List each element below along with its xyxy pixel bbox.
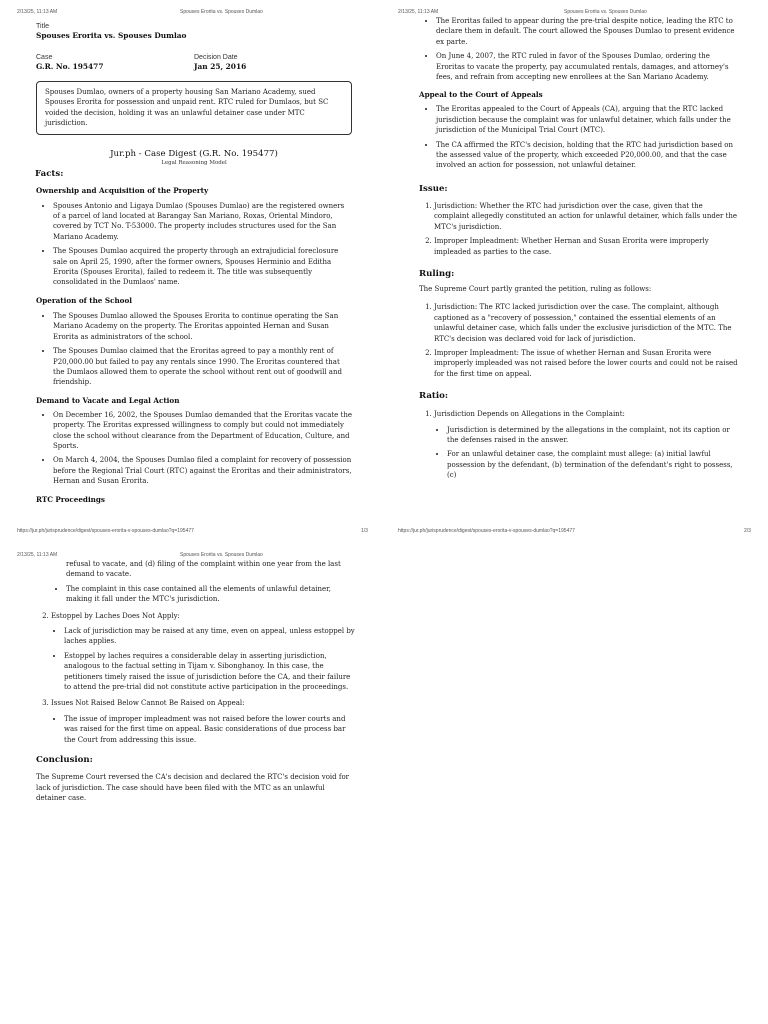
ratio-item-title: Estoppel by Laches Does Not Apply: [51, 611, 180, 620]
operation-list [36, 311, 352, 388]
ratio-list [419, 409, 739, 480]
ratio-bullets [434, 425, 739, 481]
header-doc-title: Spouses Erorita vs. Spouses Dumlao [180, 9, 263, 15]
ratio-cont-bullets [36, 559, 356, 605]
case-meta-row [36, 54, 352, 71]
list-item: • Spouses Antonio and Ligaya Dumlao (Spouses Dumlao) are the registered owners of a parcel of land located at Barangay San Mariano, Roxas, Oriental Mindoro, covered by TCT No. T-53000. The property includes structures used for the San Mariano Academy. [53, 201, 352, 243]
demand-heading: Demand to Vacate and Legal Action [36, 395, 180, 405]
header-timestamp: 2/13/25, 11:13 AM [17, 9, 58, 15]
ratio-item-title: Issues Not Raised Below Cannot Be Raised on Appeal: [51, 699, 245, 708]
issue-list [419, 201, 739, 257]
title-field [36, 23, 352, 40]
ruling-intro: The Supreme Court partly granted the petition, ruling as follows: [419, 284, 652, 293]
list-item: • The issue of improper impleadment was not raised before the lower courts and was raised for the first time on appeal. Basic considerations of due process bar the Court from addressing this issue. [64, 714, 356, 745]
list-item: • The complaint in this case contained all the elements of unlawful detainer, making it fall under the MTC's jurisdiction. [66, 584, 356, 605]
list-item: • The Spouses Dumlao claimed that the Eroritas agreed to pay a monthly rent of P20,000.00 but failed to pay any rentals since 1990. The Eroritas countered that the Dumlaos allowed them to operate the school without rent out of goodwill and friendship. [53, 346, 352, 388]
model-note: Legal Reasoning Model [161, 159, 227, 166]
conclusion-heading: Conclusion: [36, 755, 93, 766]
decision-date-label: Decision Date [194, 54, 238, 61]
list-item: • The Eroritas failed to appear during the pre-trial despite notice, leading the RTC to declare them in default. The court allowed the Spouses Dumlao to present evidence ex parte. [436, 16, 739, 47]
ratio-bullets [51, 626, 356, 692]
ratio-heading: Ratio: [419, 391, 449, 402]
list-item: • On March 4, 2004, the Spouses Dumlao filed a complaint for recovery of possession before the Regional Trial Court (RTC) against the Eroritas and their administrators, Hernan and Susan Erorita. [53, 455, 352, 486]
list-item: • On June 4, 2007, the RTC ruled in favor of the Spouses Dumlao, ordering the Eroritas to vacate the property, pay accumulated rentals, damages, and attorney's fees, and refrain from accepting new enrollees at the San Mariano Academy. [436, 51, 739, 82]
footer-url: https://jur.ph/jurisprudence/digest/spouses-erorita-v-spouses-dumlao?q=195477 [398, 528, 575, 534]
list-item: refusal to vacate, and (d) filing of the complaint within one year from the last demand to vacate. [66, 560, 341, 579]
list-item: • On December 16, 2002, the Spouses Dumlao demanded that the Eroritas vacate the property. The Eroritas expressed willingness to comply but could not immediately close the school without clearance from the Department of Education, Culture, and Sports. [53, 410, 352, 452]
decision-date: Jan 25, 2016 [194, 62, 247, 71]
list-item: • Lack of jurisdiction may be raised at any time, even on appeal, unless estoppel by laches applies. [64, 626, 356, 647]
issue-heading: Issue: [419, 183, 448, 194]
footer-page-number: 1/3 [361, 528, 368, 534]
conclusion-text: The Supreme Court reversed the CA's decision and declared the RTC's decision void for lack of jurisdiction. The case should have been filed with the MTC as an unlawful detainer case. [36, 773, 350, 802]
facts-heading: Facts: [35, 168, 64, 179]
list-item: 2. Improper Impleadment: Whether Hernan and Susan Erorita were improperly impleaded as parties to the case. [434, 236, 739, 257]
ratio-item [51, 611, 356, 693]
page-3-body [36, 559, 356, 803]
list-item: 1. Jurisdiction: The RTC lacked jurisdiction over the case. The complaint, although captioned as a "recovery of possession," contained the essential elements of an unlawful detainer case, which falls under the exclusive jurisdiction of the MTC. The RTC's decision was declared void for lack of jurisdiction. [434, 302, 739, 344]
title-value: Spouses Erorita vs. Spouses Dumlao [36, 31, 187, 40]
ownership-list [36, 201, 352, 288]
operation-heading: Operation of the School [36, 295, 132, 305]
digest-heading: Jur.ph - Case Digest (G.R. No. 195477) [110, 148, 278, 159]
list-item: • Estoppel by laches requires a considerable delay in asserting jurisdiction, analogous to the factual setting in Tijam v. Sibonghanoy. In this case, the petitioners timely raised the issue of jurisdiction before the CA, and their failure to attend the pre-trial did not constitute active participation in the proceedings. [64, 651, 356, 693]
demand-list [36, 410, 352, 487]
page-3 [0, 545, 384, 1024]
header-doc-title: Spouses Erorita vs. Spouses Dumlao [564, 9, 647, 15]
rtc-heading: RTC Proceedings [36, 494, 105, 504]
summary-box: Spouses Dumlao, owners of a property housing San Mariano Academy, sued Spouses Erorita for possession and unpaid rent. RTC ruled for Dumlaos, but SC voided the decision, holding it was an unlawful detainer case under MTC jurisdiction. [36, 81, 352, 135]
case-field [36, 54, 194, 71]
list-item: • The Spouses Dumlao acquired the property through an extrajudicial foreclosure sale on April 25, 1990, after the former owners, Spouses Herminio and Editha Erorita (Spouses Erorita), failed to redeem it. The title was subsequently consolidated in the Dumlaos' name. [53, 246, 352, 288]
page-2-body [419, 16, 739, 485]
page-1 [0, 0, 384, 538]
list-item: • The CA affirmed the RTC's decision, holding that the RTC had jurisdiction based on the assessed value of the property, which exceeded P20,000.00, and that the case involved an action for possession, not unlawful detainer. [436, 140, 739, 171]
header-doc-title: Spouses Erorita vs. Spouses Dumlao [180, 552, 263, 558]
list-item: • The Spouses Dumlao allowed the Spouses Erorita to continue operating the San Mariano Academy on the property. The Eroritas appointed Hernan and Susan Erorita as administrators of the school. [53, 311, 352, 342]
appeal-list [419, 104, 739, 170]
footer-url: https://jur.ph/jurisprudence/digest/spouses-erorita-v-spouses-dumlao?q=195477 [17, 528, 194, 534]
list-item: 2. Improper Impleadment: The issue of whether Hernan and Susan Erorita were improperly impleaded was not raised before the lower courts and could not be raised for the first time on appeal. [434, 348, 739, 379]
list-item: • Jurisdiction is determined by the allegations in the complaint, not its caption or the defenses raised in the answer. [447, 425, 739, 446]
ownership-heading: Ownership and Acquisition of the Property [36, 185, 209, 195]
ratio-list-continued [36, 611, 356, 745]
ruling-list [419, 302, 739, 379]
title-label: Title [36, 23, 49, 30]
appeal-heading: Appeal to the Court of Appeals [419, 90, 543, 100]
ratio-item-title: Jurisdiction Depends on Allegations in the Complaint: [434, 410, 625, 419]
ratio-item [51, 698, 356, 745]
list-item: 1. Jurisdiction: Whether the RTC had jurisdiction over the case, given that the complaint allegedly constituted an action for unlawful detainer, which falls under the MTC's jurisdiction. [434, 201, 739, 232]
list-item: • For an unlawful detainer case, the complaint must allege: (a) initial lawful possession by the defendant, (b) termination of the defendant's right to possess, (c) [447, 449, 739, 480]
ruling-heading: Ruling: [419, 268, 455, 279]
list-item: • The Eroritas appealed to the Court of Appeals (CA), arguing that the RTC lacked jurisdiction because the complaint was for unlawful detainer, which falls under the jurisdiction of the Municipal Trial Court (MTC). [436, 104, 739, 135]
page-1-body [36, 23, 352, 504]
page-2 [384, 0, 768, 538]
ratio-item [434, 409, 739, 480]
date-field [194, 54, 246, 71]
rtc-list [419, 16, 739, 82]
header-timestamp: 2/13/25, 11:13 AM [17, 552, 58, 558]
ratio-bullets [51, 714, 356, 745]
header-timestamp: 2/13/25, 11:13 AM [398, 9, 439, 15]
footer-page-number: 2/3 [744, 528, 751, 534]
case-number: G.R. No. 195477 [36, 62, 104, 71]
case-label: Case [36, 54, 53, 61]
